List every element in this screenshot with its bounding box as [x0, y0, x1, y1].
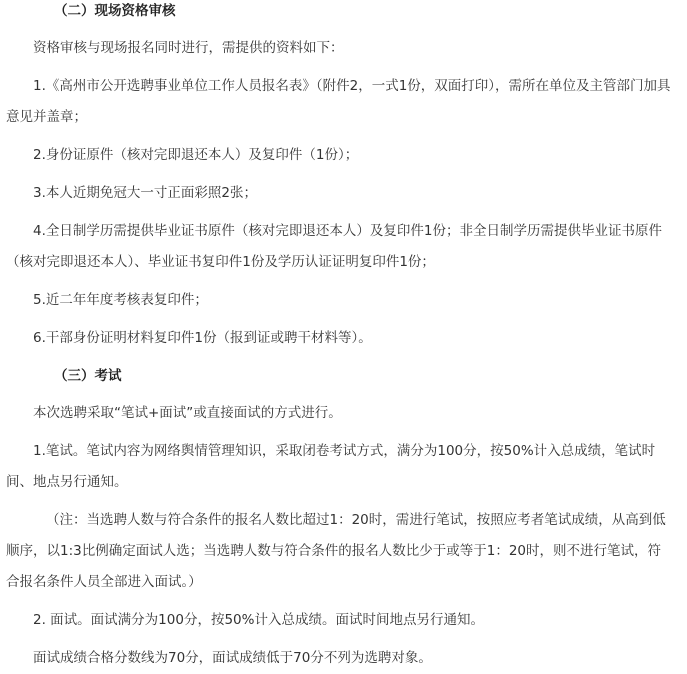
- qualification-item-2: 2.身份证原件（核对完即退还本人）及复印件（1份）；: [33, 147, 359, 163]
- qualification-item-4: 4.全日制学历需提供毕业证书原件（核对完即退还本人）及复印件1份；非全日制学历需提供毕业证书原件（核对完即退还本人）、毕业证书复印件1份及学历认证证明复印件1份；: [6, 223, 662, 270]
- qualification-intro: 资格审核与现场报名同时进行，需提供的资料如下：: [33, 40, 344, 56]
- exam-intro: 本次选聘采取“笔试+面试”或直接面试的方式进行。: [33, 405, 342, 421]
- interview-paragraph: 2. 面试。面试满分为100分，按50%计入总成绩。面试时间地点另行通知。: [33, 612, 484, 628]
- qualification-item-6: 6.干部身份证明材料复印件1份（报到证或聘干材料等）。: [33, 330, 372, 346]
- interview-passline: 面试成绩合格分数线为70分，面试成绩低于70分不列为选聘对象。: [33, 650, 432, 666]
- qualification-item-3: 3.本人近期免冠大一寸正面彩照2张；: [33, 185, 257, 201]
- written-exam-paragraph: 1.笔试。笔试内容为网络舆情管理知识，采取闭卷考试方式，满分为100分，按50%计入总成绩，笔试时间、地点另行通知。: [6, 443, 656, 490]
- written-exam-note: （注：当选聘人数与符合条件的报名人数比超过1：20时，需进行笔试，按照应考者笔试成绩，从高到低顺序，以1:3比例确定面试人选；当选聘人数与符合条件的报名人数比少于或等于1：20时，则不进行笔试，符合报名条件人员全部进入面试。）: [6, 512, 666, 590]
- qualification-item-1: 1.《高州市公开选聘事业单位工作人员报名表》（附件2，一式1份，双面打印），需所在单位及主管部门加具意见并盖章；: [6, 78, 671, 125]
- qualification-item-5: 5.近二年年度考核表复印件；: [33, 292, 208, 308]
- section-heading-exam: （三）考试: [54, 368, 122, 384]
- section-heading-qualification: （二）现场资格审核: [54, 3, 176, 19]
